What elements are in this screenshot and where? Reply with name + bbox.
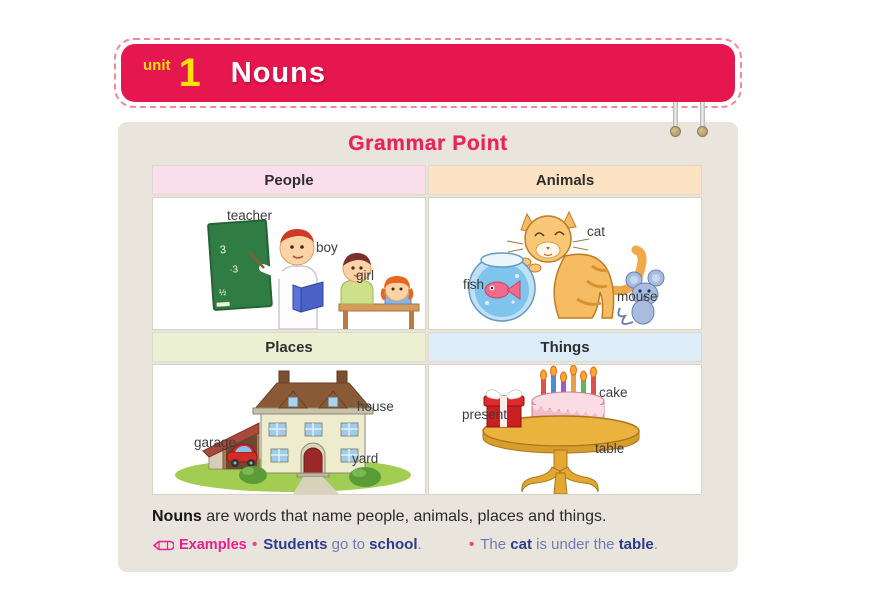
unit-word: unit	[143, 56, 171, 74]
people-illustration	[153, 198, 425, 329]
page-title: Nouns	[230, 56, 326, 89]
example-word: .	[417, 536, 422, 553]
category-header-places: Places	[152, 332, 426, 362]
examples-label: Examples	[179, 537, 247, 553]
noun-label: girl	[356, 268, 375, 283]
noun-label: mouse	[617, 289, 658, 304]
example-word: .	[653, 536, 658, 553]
things-illustration	[429, 365, 701, 494]
definition-rest: are words that name people, animals, places and things.	[201, 508, 607, 525]
bullet-icon: •	[252, 536, 258, 553]
definition-text	[152, 508, 606, 526]
example-word: Students	[263, 536, 328, 553]
noun-label: house	[357, 399, 394, 414]
grammar-panel	[118, 122, 738, 572]
category-header-animals: Animals	[428, 165, 702, 195]
example-sentence	[252, 536, 422, 553]
unit-banner	[121, 44, 735, 102]
people-cell	[152, 197, 426, 330]
noun-label: cat	[587, 224, 606, 239]
noun-label: teacher	[227, 208, 273, 223]
noun-label: garage	[194, 435, 237, 450]
panel-title: Grammar Point	[348, 132, 508, 155]
noun-label: cake	[599, 385, 628, 400]
definition-keyword: Nouns	[152, 508, 202, 525]
examples-header	[152, 537, 247, 553]
svg-text:·3: ·3	[228, 264, 239, 276]
things-cell	[428, 364, 702, 495]
grammar-table	[152, 165, 704, 495]
noun-label: fish	[463, 277, 485, 292]
noun-label: boy	[316, 240, 338, 255]
places-illustration	[153, 365, 425, 494]
example-word: table	[618, 536, 654, 553]
example-word: cat	[510, 536, 532, 553]
animals-illustration	[429, 198, 701, 329]
noun-label: table	[595, 441, 625, 456]
animals-cell	[428, 197, 702, 330]
bullet-icon: •	[469, 536, 475, 553]
example-word: The	[480, 536, 511, 553]
unit-number: 1	[178, 51, 201, 95]
places-cell	[152, 364, 426, 495]
category-header-things: Things	[428, 332, 702, 362]
example-sentence	[469, 536, 658, 553]
pencil-icon	[152, 539, 174, 552]
svg-text:3: 3	[219, 244, 227, 257]
noun-label: present	[462, 407, 508, 422]
pin-head	[670, 126, 681, 137]
noun-label: yard	[352, 451, 379, 466]
example-word: is under the	[531, 536, 619, 553]
example-word: school	[369, 536, 418, 553]
example-word: go to	[327, 536, 370, 553]
pin-head	[697, 126, 708, 137]
svg-text:½: ½	[218, 287, 227, 298]
examples-row	[152, 536, 704, 558]
category-header-people: People	[152, 165, 426, 195]
